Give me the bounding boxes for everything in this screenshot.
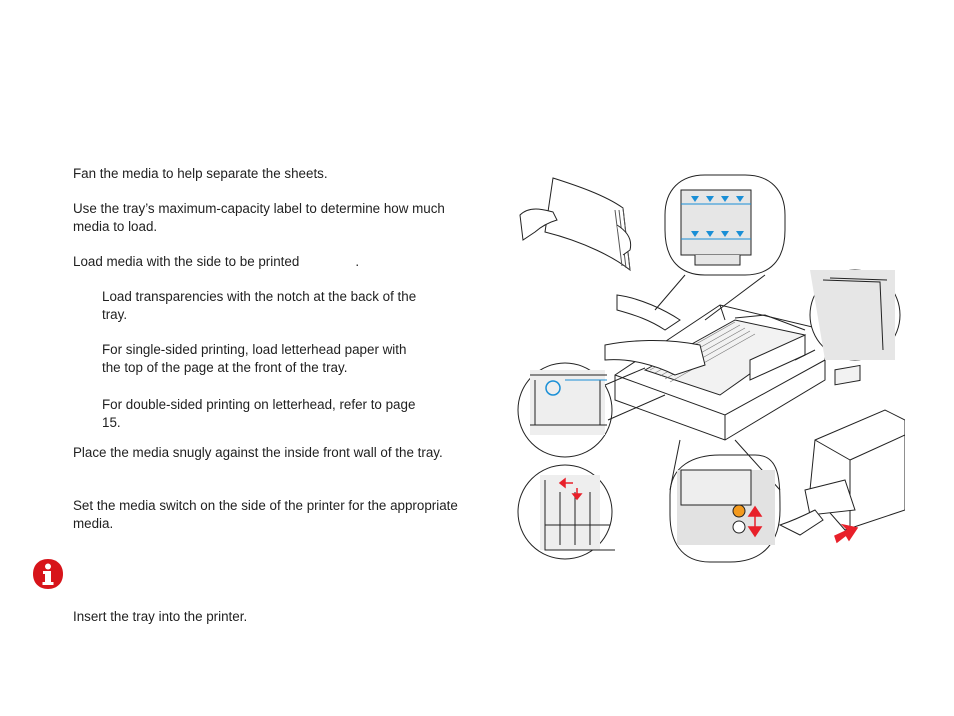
paper-tray xyxy=(615,305,825,440)
capacity-label-callout xyxy=(655,175,785,320)
step-fan-media: Fan the media to help separate the sheets. xyxy=(73,166,328,181)
substep-letterhead-single: For single-sided printing, load letterhead paper with the top of the page at the front of the tray. xyxy=(102,342,407,375)
paper-guide-callout xyxy=(518,465,615,559)
substep-letterhead-double: For double-sided printing on letterhead, refer to page 15. xyxy=(102,397,416,430)
media-led-off-icon xyxy=(733,521,745,533)
fanned-paper xyxy=(520,178,631,270)
media-led-icon xyxy=(733,505,745,517)
step-place-media: Place the media snugly against the inside front wall of the tray. xyxy=(73,445,443,460)
tray-loading-illustration xyxy=(505,170,905,565)
step-insert-tray: Insert the tray into the printer. xyxy=(73,609,248,624)
info-icon xyxy=(32,558,64,590)
step-load-media-text: Load media with the side to be printed xyxy=(73,254,300,269)
substep-transparencies: Load transparencies with the notch at the back of the tray. xyxy=(102,289,417,322)
step-load-media xyxy=(73,253,359,271)
step-media-switch: Set the media switch on the side of the printer for the appropriate media. xyxy=(73,498,458,531)
step-capacity-label: Use the tray’s maximum-capacity label to determine how much media to load. xyxy=(73,201,445,234)
media-switch-callout xyxy=(670,440,780,562)
step-load-media-suffix: . xyxy=(355,254,360,269)
